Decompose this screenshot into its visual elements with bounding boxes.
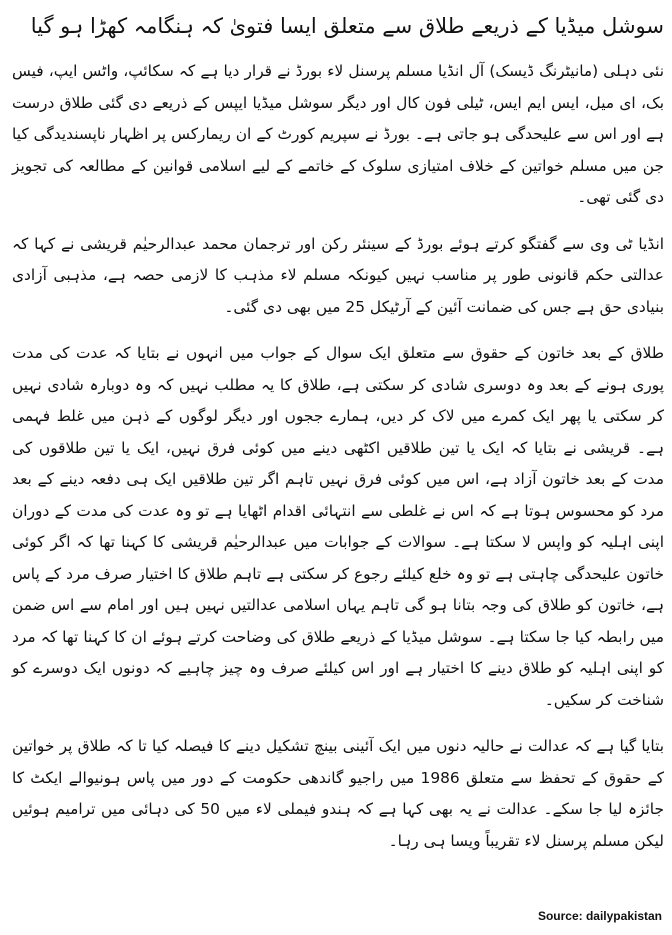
source-credit: Source: dailypakistan	[537, 909, 662, 923]
article-paragraph: بتایا گیا ہے کہ عدالت نے حالیہ دنوں میں ایک آئینی بینچ تشکیل دینے کا فیصلہ کیا تا کہ طلاق پر خواتین کے حقوق کے تحفظ سے متعلق 1986 میں راجیو گاندھی حکومت کے دور میں پاس ہونیوالے ایکٹ کا جائزہ لیا جا سکے۔ عدالت نے یہ بھی کہا ہے کہ ہندو فیملی لاء میں 50 کی دہائی میں ترامیم ہوئیں لیکن مسلم پرسنل لاء تقریباً ویسا ہی رہا۔	[12, 737, 664, 850]
article-paragraph: طلاق کے بعد خاتون کے حقوق سے متعلق ایک سوال کے جواب میں انہوں نے بتایا کہ عدت کی مدت پوری ہونے کے بعد وہ دوسری شادی کر سکتی ہے، طلاق کا یہ مطلب نہیں کہ وہ دوبارہ شادی نہیں کر سکتی یا پھر ایک کمرے میں لاک کر دیں، ہمارے ججوں اور دیگر لوگوں کے ذہن میں غلط فہمی ہے۔ قریشی نے بتایا کہ ایک یا تین طلاقیں اکٹھی دینے میں کوئی فرق نہیں، ایک یا تین طلاقوں کی مدت کے بعد خاتون آزاد ہے، اس میں کوئی فرق نہیں تاہم اگر تین طلاقیں ایک ہی دفعہ دینے کے بعد مرد کو محسوس ہوتا ہے کہ اس نے غلطی سے انتہائی اقدام اٹھایا ہے تو وہ عدت کی مدت کے دوران اپنی اہلیہ کو واپس لا سکتا ہے۔ سوالات کے جوابات میں عبدالرحیٰم قریشی کا کہنا تھا کہ اگر کوئی خاتون علیحدگی چاہتی ہے تو وہ خلع کیلئے رجوع کر سکتی ہے تاہم طلاق کا اختیار صرف مرد کے پاس ہے، خاتون کو طلاق کی وجہ بتانا ہو گی تاہم یہاں اسلامی عدالتیں نہیں ہیں اور امام سے اس ضمن میں رابطہ کیا جا سکتا ہے۔ سوشل میڈیا کے ذریعے طلاق کی وضاحت کرتے ہوئے ان کا کہنا تھا کہ مرد کو اپنی اہلیہ کو طلاق دینے کا اختیار ہے اور اس کیلئے صرف وہ چیز چاہیے کہ دونوں ایک دوسرے کو شناخت کر سکیں۔	[12, 344, 664, 709]
article-headline: سوشل میڈیا کے ذریعے طلاق سے متعلق ایسا فتویٰ کہ ہنگامہ کھڑا ہو گیا	[30, 14, 664, 38]
article	[12, 6, 664, 872]
article-paragraph: انڈیا ٹی وی سے گفتگو کرتے ہوئے بورڈ کے سینئر رکن اور ترجمان محمد عبدالرحیٰم قریشی نے کہا کہ عدالتی حکم قانونی طور پر مناسب نہیں کیونکہ مسلم لاء مذہب کا لازمی حصہ ہے، مذہبی آزادی بنیادی حق ہے جس کی ضمانت آئین کے آرٹیکل 25 میں بھی دی گئی۔	[12, 234, 664, 316]
article-paragraph: نئی دہلی (مانیٹرنگ ڈیسک) آل انڈیا مسلم پرسنل لاء بورڈ نے قرار دیا ہے کہ سکائپ، واٹس ایپ، فیس بک، ای میل، ایس ایم ایس، ٹیلی فون کال اور دیگر سوشل میڈیا ایپس کے ذریعے دی گئی طلاق درست ہے اور اس سے علیحدگی ہو جاتی ہے۔ بورڈ نے سپریم کورٹ کے ان ریمارکس پر اظہار ناپسندیدگی کیا جن میں مسلم خواتین کے خلاف امتیازی سلوک کے خاتمے کے لیے اسلامی قوانین کے مطالعہ کی تجویز دی گئی تھی۔	[12, 62, 664, 206]
